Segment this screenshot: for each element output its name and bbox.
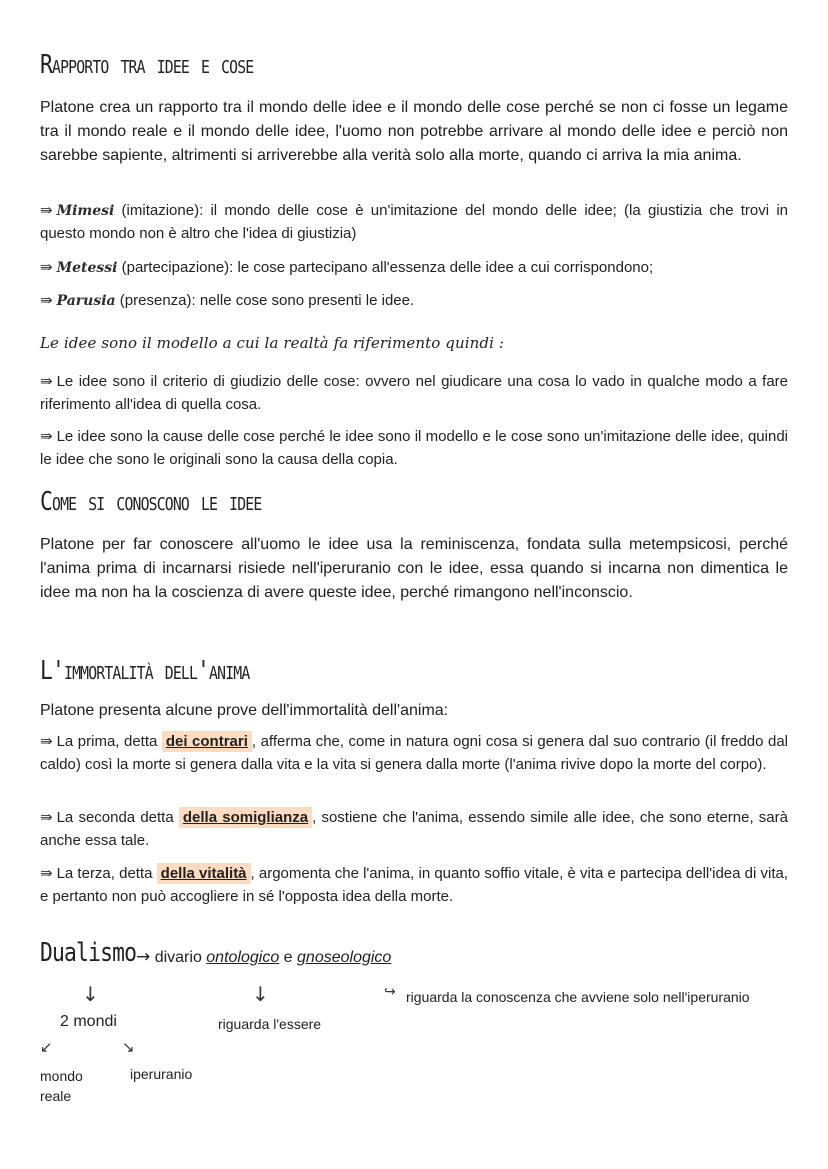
criterio-text: Le idee sono il criterio di giudizio delle cose: ovvero nel giudicare una cosa lo vado in qualche modo a fare riferimento all'idea di quella cosa.	[40, 373, 788, 413]
two-worlds-label: 2 mondi	[60, 1013, 117, 1030]
note-ontologico: riguarda l'essere	[218, 1016, 322, 1032]
mimesi-text: (imitazione): il mondo delle cose è un'imitazione del mondo delle idee; (la giustizia che trovi in questo mondo non è altro che l'idea di giustizia)	[40, 202, 788, 242]
list-item-contrari	[40, 730, 788, 776]
double-arrow-icon: ⇛	[40, 732, 53, 750]
proof-text: , argomenta che l'anima, in quanto soffio vitale, è vita e partecipa dell'idea di vita, e pertanto non può accogliere in sé l'opposta idea della morte.	[40, 865, 788, 905]
subheading-modello: Le idee sono il modello a cui la realtà fa riferimento quindi :	[40, 334, 505, 352]
highlight-della-somiglianza: della somiglianza	[179, 807, 312, 828]
proof-prefix: La terza, detta	[56, 865, 157, 882]
term-parusia: Parusia	[56, 293, 116, 309]
down-arrow-icon: ↓	[82, 982, 99, 1006]
conoscono-text: Platone per far conoscere all'uomo le idee usa la reminiscenza, fondata sulla metempsicosi, perché l'anima prima di incarnarsi risiede nell'iperuranio con le idee, essa quando si incarna non dimentica le idee ma non ha la coscienza di avere queste idee, perché rimangono nell'inconscio.	[40, 536, 788, 601]
double-arrow-icon: ⇛	[40, 427, 53, 445]
immortalita-intro: Platone presenta alcune prove dell'immortalità dell'anima:	[40, 702, 449, 719]
term-gnoseologico: gnoseologico	[297, 949, 392, 966]
dualismo-line	[136, 947, 391, 967]
down-arrow-icon: ↓	[252, 982, 269, 1006]
highlight-dei-contrari: dei contrari	[162, 731, 252, 752]
conjunction: e	[279, 949, 298, 966]
term-mimesi: Mimesi	[56, 203, 115, 219]
double-arrow-icon: ⇛	[40, 201, 53, 219]
list-item-criterio	[40, 370, 788, 416]
term-ontologico: ontologico	[206, 949, 280, 966]
double-arrow-icon: ⇛	[40, 258, 53, 276]
hook-arrow-icon: ↪	[384, 984, 396, 1000]
rapporto-intro: Platone crea un rapporto tra il mondo delle idee e il mondo delle cose perché se non ci fosse un legame tra il mondo reale e il mondo delle idee, l'uomo non potrebbe arrivare al mondo delle idee e perciò non sarebbe sapiente, altrimenti si arriverebbe alla verità solo alla morte, quando ci arriva la mia anima.	[40, 99, 788, 164]
proof-prefix: La seconda detta	[56, 809, 179, 826]
world-mondo-reale: mondo reale	[40, 1068, 83, 1104]
proof-prefix: La prima, detta	[56, 733, 162, 750]
double-arrow-icon: ⇛	[40, 808, 53, 826]
parusia-text: (presenza): nelle cose sono presenti le idee.	[115, 292, 415, 309]
term-metessi: Metessi	[56, 260, 118, 276]
list-item-metessi	[40, 256, 788, 280]
section-title-conoscono: Come si conoscono le idee	[40, 487, 262, 517]
proof-text: , sostiene che l'anima, essendo simile alle idee, che sono eterne, sarà anche essa tale.	[40, 809, 788, 849]
section-title-rapporto: Rapporto tra idee e cose	[40, 50, 254, 80]
list-item-parusia	[40, 289, 788, 313]
metessi-text: (partecipazione): le cose partecipano all'essenza delle idee a cui corrispondono;	[117, 259, 654, 276]
list-item-vitalita	[40, 862, 788, 908]
list-item-somiglianza	[40, 806, 788, 852]
down-left-arrow-icon: ↙	[40, 1038, 53, 1056]
cause-text: Le idee sono la cause delle cose perché le idee sono il modello e le cose sono un'imitazione delle idee, quindi le idee che sono le originali sono la causa della copia.	[40, 428, 788, 468]
note-gnoseologico: riguarda la conoscenza che avviene solo nell'iperuranio	[406, 989, 750, 1005]
list-item-cause	[40, 425, 788, 471]
highlight-della-vitalita: della vitalità	[157, 863, 251, 884]
section-title-immortalita: L'immortalità dell'anima	[40, 656, 250, 686]
down-right-arrow-icon: ↘	[122, 1038, 135, 1056]
double-arrow-icon: ⇛	[40, 864, 53, 882]
proof-text: , afferma che, come in natura ogni cosa si genera dal suo contrario (il freddo dal caldo) così la morte si genera dalla vita e la vita si genera dalla morte (l'anima rivive dopo la morte del corpo).	[40, 733, 789, 773]
divario-label: divario	[154, 949, 207, 966]
right-arrow-icon: →	[136, 947, 151, 967]
list-item-mimesi	[40, 199, 788, 245]
double-arrow-icon: ⇛	[40, 291, 53, 309]
section-title-dualismo: Dualismo	[40, 938, 137, 968]
world-iperuranio: iperuranio	[130, 1066, 193, 1082]
double-arrow-icon: ⇛	[40, 372, 53, 390]
